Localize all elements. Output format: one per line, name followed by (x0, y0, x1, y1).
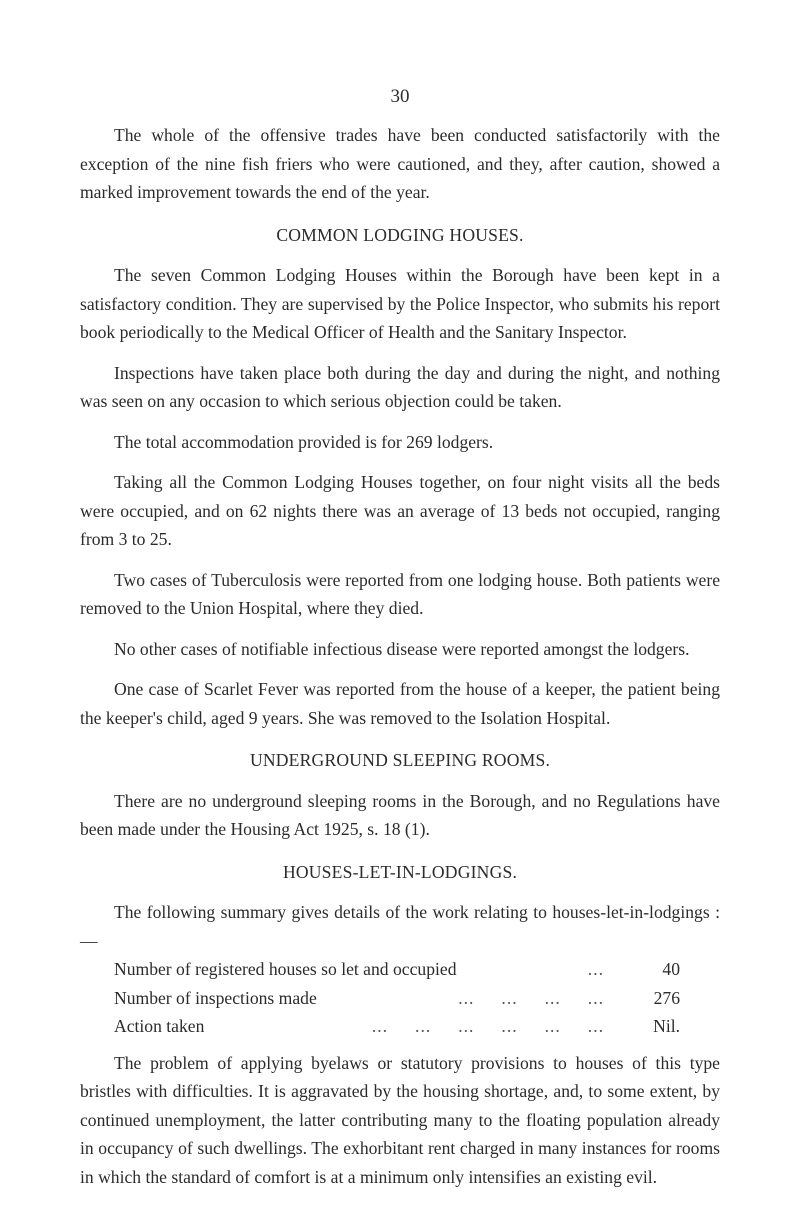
lodging-paragraph: The seven Common Lodging Houses within the Borough have been kept in a satisfactory condition. They are supervised by the Police Inspector, who submits his report book periodically to the Medical Officer of Health and the Sanitary Inspector. (80, 265, 720, 342)
section-heading-houses-let-in-lodgings: HOUSES-LET-IN-LODGINGS. (282, 861, 518, 882)
summary-label: Action taken (114, 1016, 205, 1036)
page-number: 30 (390, 86, 410, 107)
underground-paragraph: There are no underground sleeping rooms in the Borough, and no Regulations have been made under the Housing Act 1925, s. 18 (1). (80, 790, 720, 839)
summary-leader-dots: ... ... ... ... ... ... (371, 1016, 604, 1036)
summary-label: Number of inspections made (114, 987, 317, 1008)
section-heading-common-lodging-houses: COMMON LODGING HOUSES. (276, 224, 524, 245)
section-heading-underground-sleeping-rooms: UNDERGROUND SLEEPING ROOMS. (249, 750, 551, 770)
document-body (80, 121, 720, 1203)
lodging-paragraph: Taking all the Common Lodging Houses together, on four night visits all the beds were occupied, and on 62 nights there was an average of 13 beds not occupied, ranging from 3 to 25. (80, 472, 720, 549)
summary-row (114, 984, 680, 1013)
lodging-paragraph: The total accommodation provided is for 269 lodgers. (114, 431, 494, 452)
summary-leader-dots: ... (587, 959, 604, 979)
summary-row (114, 955, 680, 984)
summary-value: 40 (662, 959, 680, 979)
summary-row (114, 1012, 680, 1041)
summary-value: Nil. (653, 1016, 680, 1036)
lodging-paragraph: Inspections have taken place both during the day and during the night, and nothing was seen on any occasion to which serious objection could be taken. (80, 362, 720, 411)
summary-leader-dots: ... ... ... ... (458, 987, 604, 1008)
intro-paragraph: The whole of the offensive trades have been conducted satisfactorily with the exception of the nine fish friers who were cautioned, and they, after caution, showed a marked improvement towards the end of the year. (80, 125, 720, 202)
houses-let-intro-paragraph: The following summary gives details of the work relating to houses-let-in-lodgings :— (80, 902, 720, 951)
houses-let-summary (114, 955, 680, 1041)
lodging-paragraph: Two cases of Tuberculosis were reported from one lodging house. Both patients were removed to the Union Hospital, where they died. (80, 569, 720, 618)
summary-value: 276 (653, 987, 680, 1008)
lodging-paragraph: No other cases of notifiable infectious disease were reported amongst the lodgers. (114, 638, 690, 659)
summary-label: Number of registered houses so let and occupied (114, 959, 457, 979)
lodging-paragraph: One case of Scarlet Fever was reported from the house of a keeper, the patient being the keeper's child, aged 9 years. She was removed to the Isolation Hospital. (80, 679, 720, 728)
houses-let-closing-paragraph: The problem of applying byelaws or statutory provisions to houses of this type bristles with difficulties. It is aggravated by the housing shortage, and, to some extent, by continued unemployment, the latter contributing many to the floating population already in occupancy of such dwellings. The exhorbitant rent charged in many instances for rooms in which the standard of comfort is at a minimum only intensifies an existing evil. (80, 1052, 720, 1187)
